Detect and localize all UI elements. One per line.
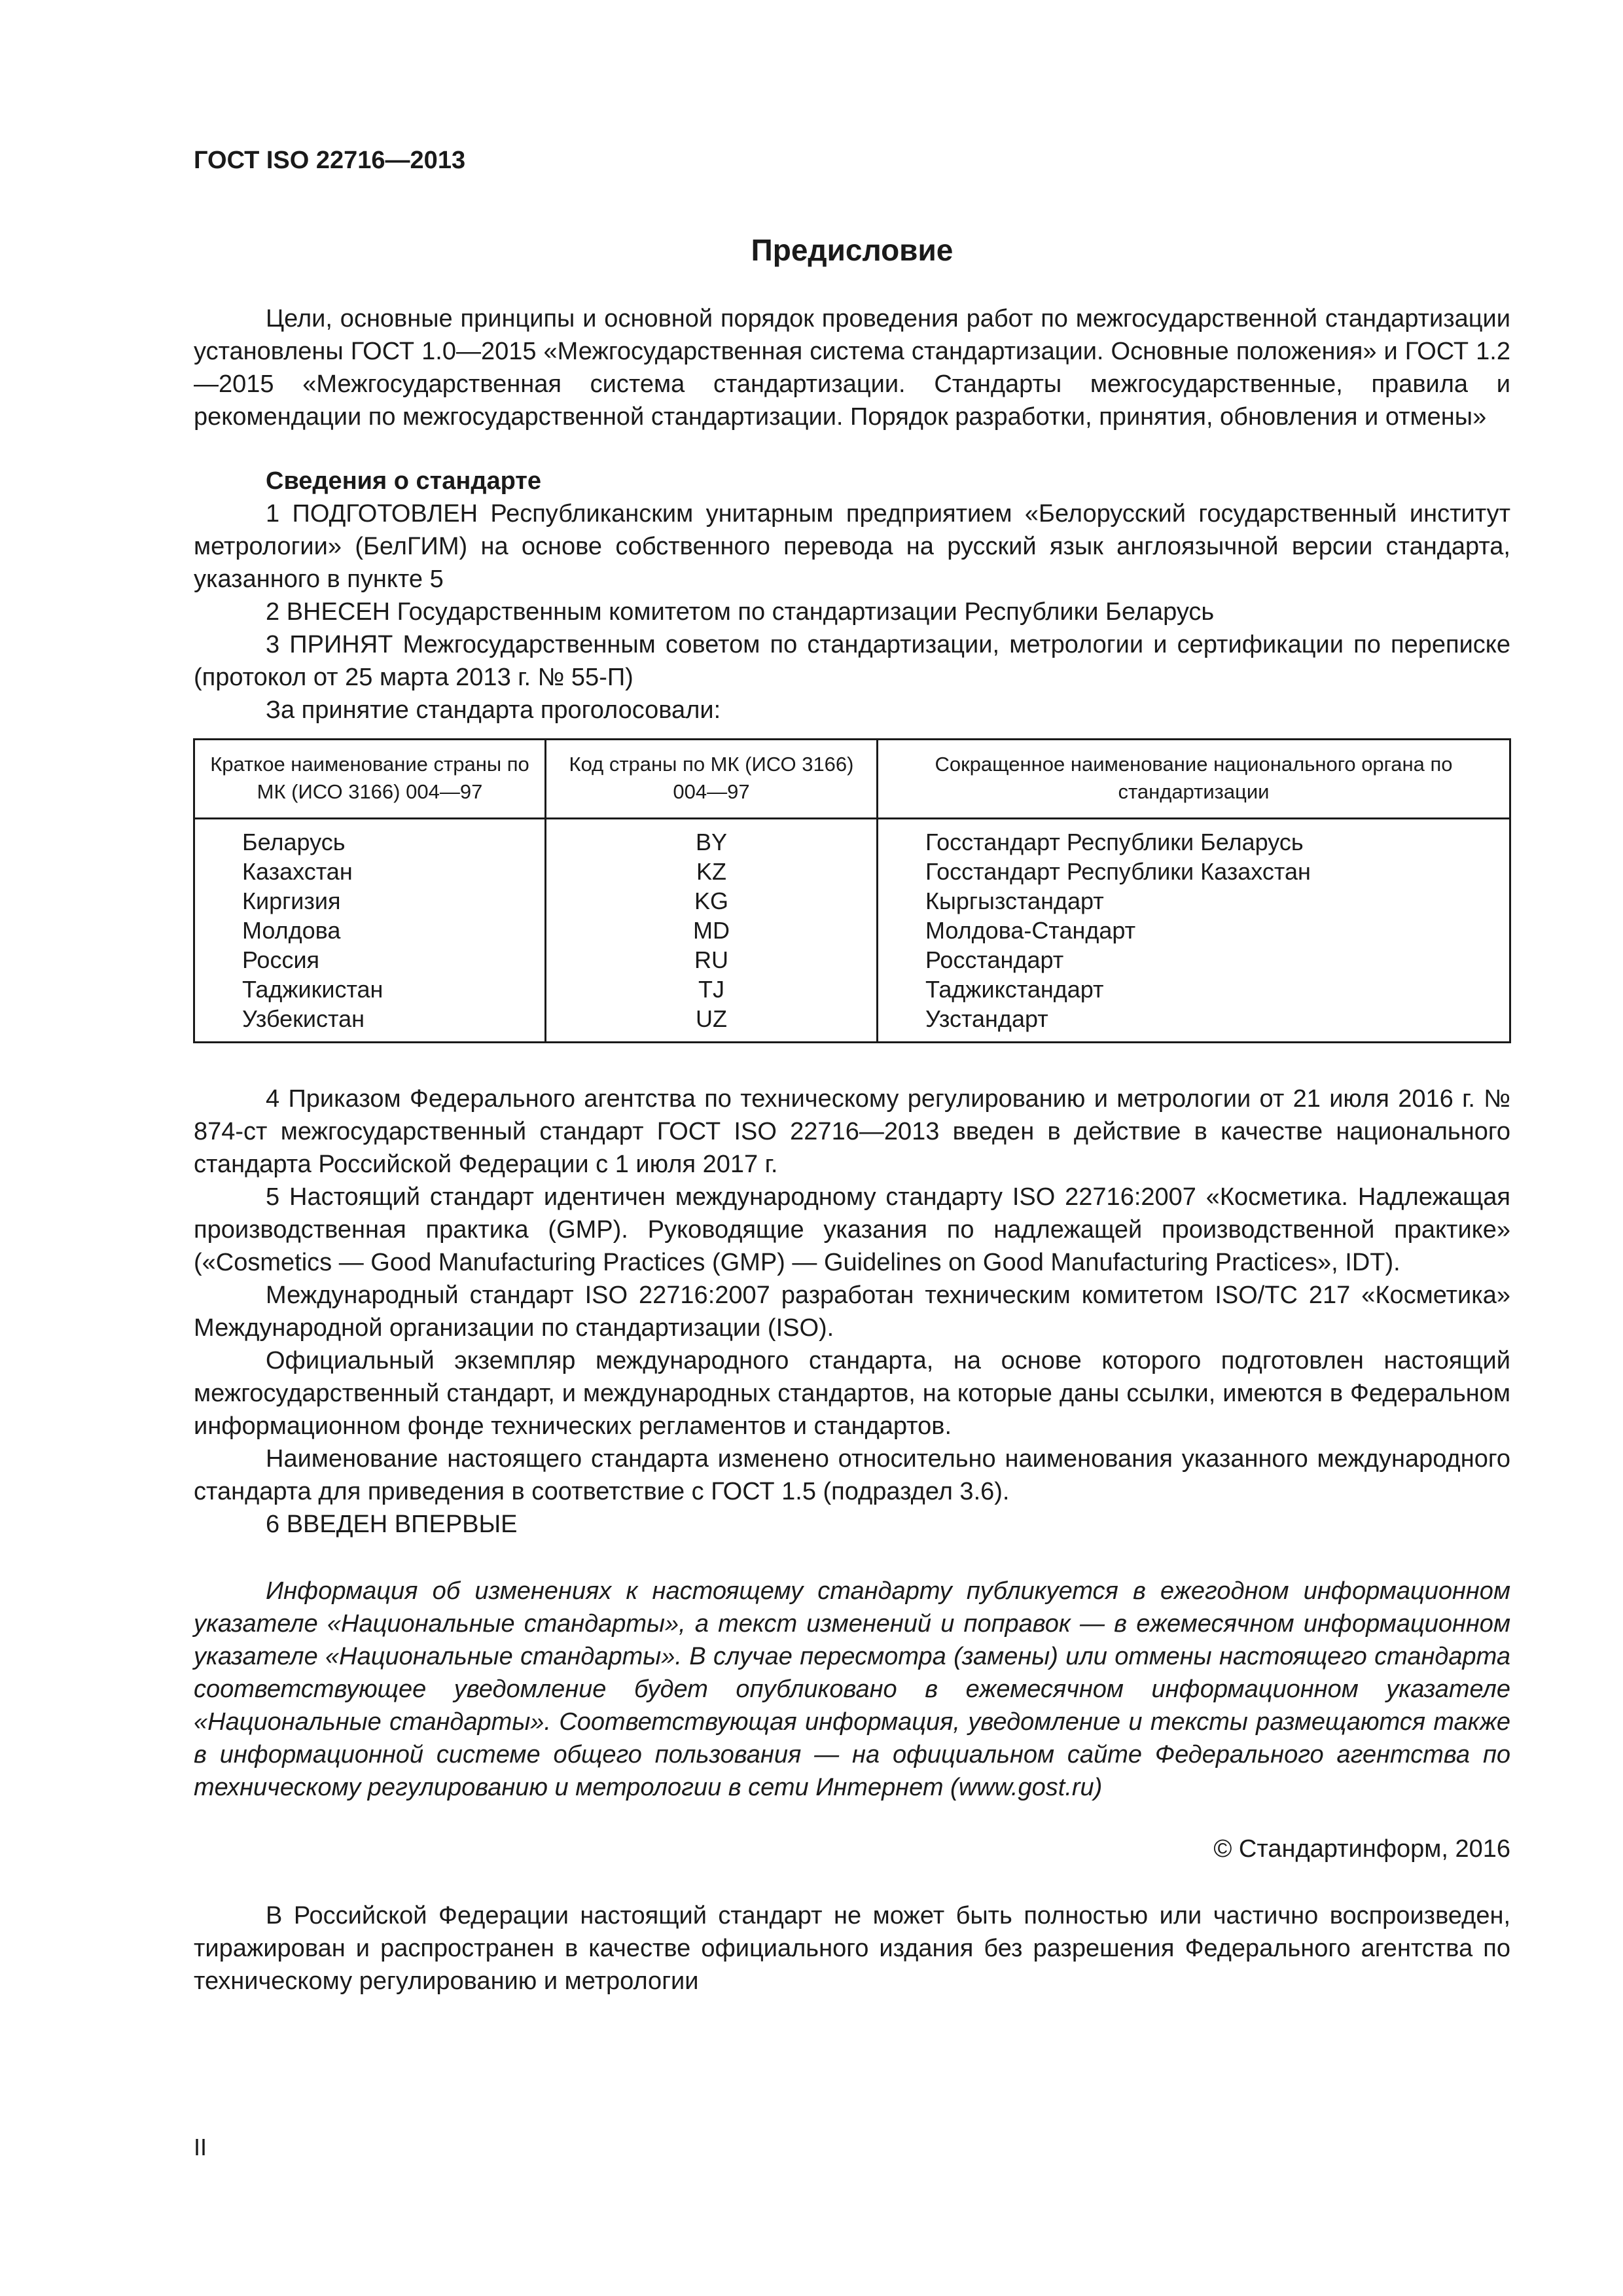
name-change-paragraph: Наименование настоящего стандарта изменено относительно наименования указанного международного стандарта для приведения в соответствие с ГОСТ 1.5 (подраздел 3.6).	[194, 1445, 1510, 1505]
country-code: KG	[546, 886, 878, 916]
country-name: Казахстан	[194, 857, 546, 886]
country-name: Молдова	[194, 916, 546, 945]
voted-label: За принятие стандарта проголосовали:	[266, 696, 721, 724]
standards-body: Узстандарт	[878, 1004, 1510, 1043]
standard-info-heading: Сведения о стандарте	[266, 467, 542, 495]
table-row	[194, 975, 1510, 1004]
column-header-country: Краткое наименование страны по МК (ИСО 3166) 004—97	[194, 740, 546, 819]
country-name: Россия	[194, 945, 546, 975]
standards-body: Росстандарт	[878, 945, 1510, 975]
document-page	[194, 144, 1510, 1998]
table-row	[194, 945, 1510, 975]
info-item-4: 4 Приказом Федерального агентства по техническому регулированию и метрологии от 21 июля 2016 г. № 874-ст межгосударственный стандарт ГОСТ ISO 22716—2013 введен в действие в качестве национального стандарта Российской Федерации с 1 июля 2017 г.	[194, 1085, 1510, 1178]
country-name: Киргизия	[194, 886, 546, 916]
country-code: RU	[546, 945, 878, 975]
standards-body: Госстандарт Республики Беларусь	[878, 819, 1510, 857]
copyright-line: © Стандартинформ, 2016	[1213, 1835, 1510, 1863]
official-copy-paragraph: Официальный экземпляр международного стандарта, на основе которого подготовлен настоящий межгосударственный стандарт, и международных стандартов, на которые даны ссылки, имеются в Федеральном информационном фонде технических регламентов и стандартов.	[194, 1347, 1510, 1440]
changes-notice: Информация об изменениях к настоящему стандарту публикуется в ежегодном информационном указателе «Национальные стандарты», а текст изменений и поправок — в ежемесячном информационном указателе «Национальные стандарты». В случае пересмотра (замены) или отмены настоящего стандарта соответствующее уведомление будет опубликовано в ежемесячном информационном указателе «Национальные стандарты». Соответствующая информация, уведомление и тексты размещаются также в информационной системе общего пользования — на официальном сайте Федерального агентства по техническому регулированию и метрологии в сети Интернет (www.gost.ru)	[194, 1577, 1510, 1801]
info-item-1: 1 ПОДГОТОВЛЕН Республиканским унитарным предприятием «Белорусский государственный институт метрологии» (БелГИМ) на основе собственного перевода на русский язык англоязычной версии стандарта, указанного в пункте 5	[194, 500, 1510, 593]
country-code: KZ	[546, 857, 878, 886]
country-code: BY	[546, 819, 878, 857]
page-number: II	[194, 2134, 207, 2161]
column-header-body: Сокращенное наименование национального органа по стандартизации	[878, 740, 1510, 819]
reproduction-notice: В Российской Федерации настоящий стандарт не может быть полностью или частично воспроизведен, тиражирован и распространен в качестве официального издания без разрешения Федерального агентства по техническому регулированию и метрологии	[194, 1902, 1510, 1995]
info-item-6: 6 ВВЕДЕН ВПЕРВЫЕ	[266, 1511, 518, 1538]
info-item-2: 2 ВНЕСЕН Государственным комитетом по стандартизации Республики Беларусь	[266, 598, 1215, 626]
voting-table	[193, 738, 1511, 1043]
info-item-3: 3 ПРИНЯТ Межгосударственным советом по стандартизации, метрологии и сертификации по переписке (протокол от 25 марта 2013 г. № 55-П)	[194, 631, 1510, 691]
standards-body: Молдова-Стандарт	[878, 916, 1510, 945]
table-row	[194, 857, 1510, 886]
info-item-5: 5 Настоящий стандарт идентичен международному стандарту ISO 22716:2007 «Косметика. Надлежащая производственная практика (GMP). Руководящие указания по надлежащей производственной практике» («Cosmetics — Good Manufacturing Practices (GMP) — Guidelines on Good Manufacturing Practices», IDT).	[194, 1183, 1510, 1276]
table-row	[194, 916, 1510, 945]
intro-paragraph: Цели, основные принципы и основной порядок проведения работ по межгосударственной стандартизации установлены ГОСТ 1.0—2015 «Межгосударственная система стандартизации. Основные положения» и ГОСТ 1.2—2015 «Межгосударственная система стандартизации. Стандарты межгосударственные, правила и рекомендации по межгосударственной стандартизации. Порядок разработки, принятия, обновления и отмены»	[194, 305, 1510, 431]
page-title: Предисловие	[751, 233, 954, 267]
country-code: UZ	[546, 1004, 878, 1043]
document-code: ГОСТ ISO 22716—2013	[194, 147, 466, 174]
standards-body: Кыргызстандарт	[878, 886, 1510, 916]
table-row	[194, 819, 1510, 857]
iso-committee-paragraph: Международный стандарт ISO 22716:2007 разработан техническим комитетом ISO/TC 217 «Косметика» Международной организации по стандартизации (ISO).	[194, 1282, 1510, 1342]
table-row	[194, 886, 1510, 916]
country-name: Узбекистан	[194, 1004, 546, 1043]
table-row	[194, 1004, 1510, 1043]
country-code: TJ	[546, 975, 878, 1004]
column-header-code: Код страны по МК (ИСО 3166) 004—97	[546, 740, 878, 819]
standards-body: Таджикстандарт	[878, 975, 1510, 1004]
country-code: MD	[546, 916, 878, 945]
standards-body: Госстандарт Республики Казахстан	[878, 857, 1510, 886]
country-name: Беларусь	[194, 819, 546, 857]
table-header-row	[194, 740, 1510, 819]
country-name: Таджикистан	[194, 975, 546, 1004]
